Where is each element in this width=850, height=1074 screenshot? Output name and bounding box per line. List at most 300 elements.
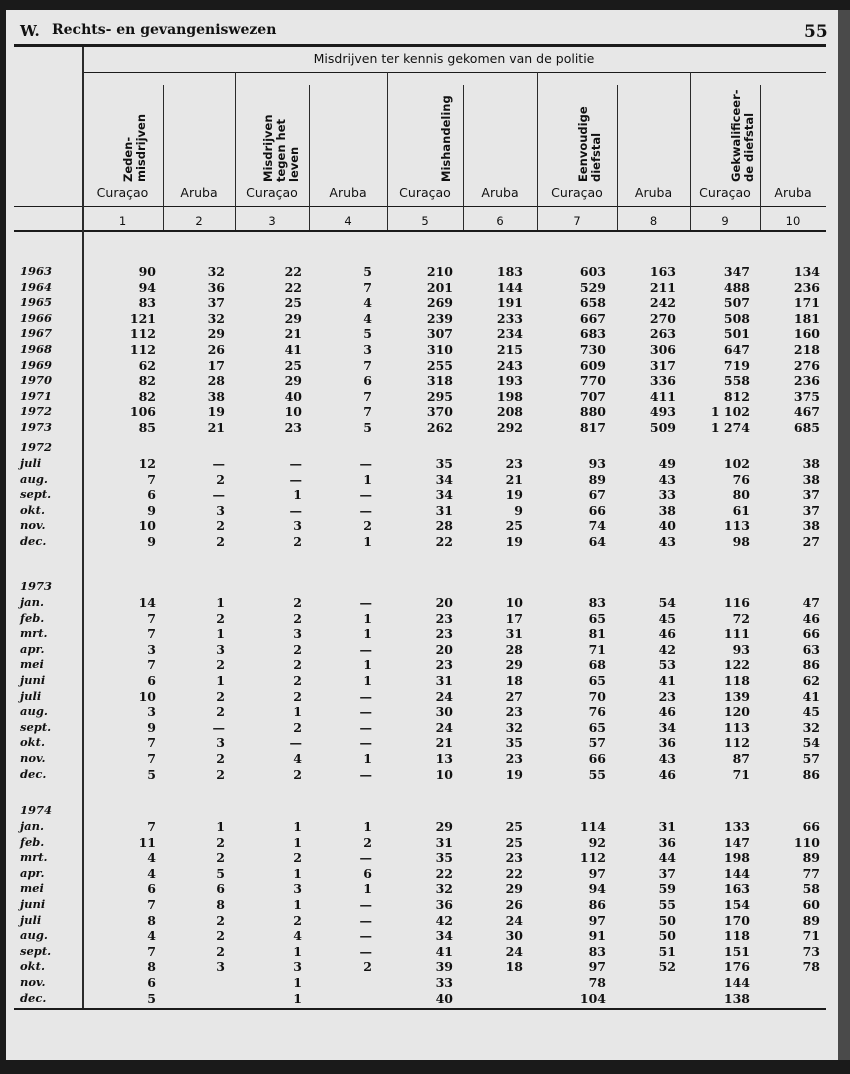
table-cell: 270: [649, 310, 676, 326]
table-cell: 19: [505, 533, 523, 549]
group-year-label: 1972: [20, 440, 53, 454]
table-cell: 78: [588, 974, 606, 990]
section-title: Rechts- en gevangeniswezen: [52, 22, 277, 38]
table-row: [6, 487, 838, 503]
table-cell: —: [359, 456, 372, 471]
table-cell: —: [212, 456, 225, 471]
table-cell: 5: [147, 766, 156, 782]
page-number: 55: [804, 22, 828, 42]
table-cell: 50: [658, 912, 676, 928]
table-cell: 6: [147, 672, 156, 688]
table-cell: 32: [802, 719, 820, 735]
table-cell: 78: [802, 959, 820, 975]
table-cell: 29: [435, 819, 453, 834]
table-cell: 3: [216, 502, 225, 518]
table-cell: 4: [293, 928, 302, 944]
territory-label: Aruba: [481, 185, 519, 200]
table-cell: 23: [505, 704, 523, 720]
table-row: [6, 642, 838, 658]
table-cell: 46: [658, 704, 676, 720]
table-cell: 234: [496, 326, 523, 342]
territory-label: Aruba: [774, 185, 812, 200]
table-cell: 113: [723, 518, 750, 534]
table-cell: 3: [216, 959, 225, 975]
table-cell: 2: [216, 704, 225, 720]
table-cell: 4: [147, 865, 156, 881]
table-cell: 120: [723, 704, 750, 720]
page-edge: [838, 10, 850, 1060]
row-label: apr.: [20, 865, 45, 880]
table-cell: 62: [802, 672, 820, 688]
row-label: 1963: [20, 264, 53, 278]
row-label: mrt.: [20, 850, 48, 865]
row-label: dec.: [20, 766, 47, 781]
table-cell: 683: [579, 326, 606, 342]
column-number: 6: [496, 214, 504, 228]
table-cell: 2: [293, 672, 302, 688]
table-cell: 34: [658, 719, 676, 735]
table-row: [6, 472, 838, 488]
table-cell: 1: [216, 672, 225, 688]
table-cell: 317: [649, 357, 676, 373]
table-cell: 28: [435, 518, 453, 534]
table-cell: 21: [284, 326, 302, 342]
table-cell: 83: [588, 943, 606, 959]
table-cell: 2: [363, 959, 372, 975]
table-cell: —: [212, 719, 225, 735]
table-cell: 57: [588, 735, 606, 751]
table-row: [6, 595, 838, 611]
table-cell: 46: [658, 626, 676, 642]
table-cell: 112: [129, 341, 156, 357]
table-cell: —: [359, 735, 372, 751]
table-cell: 30: [505, 928, 523, 944]
table-cell: 375: [793, 388, 820, 404]
super-header-rule: [82, 72, 826, 73]
table-cell: 26: [207, 341, 225, 357]
territory-label: Curaçao: [699, 185, 751, 200]
table-cell: 25: [505, 819, 523, 834]
table-cell: 2: [216, 943, 225, 959]
table-cell: 276: [793, 357, 820, 373]
row-label: 1967: [20, 326, 53, 341]
table-cell: 3: [293, 626, 302, 642]
table-cell: 37: [802, 502, 820, 518]
table-cell: 86: [802, 766, 820, 782]
table-cell: 154: [723, 896, 750, 912]
table-cell: 73: [802, 943, 820, 959]
table-cell: 508: [723, 310, 750, 326]
table-cell: 42: [435, 912, 453, 928]
table-cell: —: [359, 641, 372, 657]
table-cell: 44: [658, 850, 676, 866]
table-cell: 7: [147, 943, 156, 959]
table-cell: 38: [658, 502, 676, 518]
table-cell: 2: [293, 850, 302, 866]
row-label: aug.: [20, 471, 48, 486]
table-cell: 2: [293, 641, 302, 657]
table-cell: 8: [147, 959, 156, 975]
table-cell: 110: [793, 834, 820, 850]
table-cell: 1: [293, 896, 302, 912]
table-cell: 198: [723, 850, 750, 866]
table-cell: 170: [723, 912, 750, 928]
table-cell: 1: [293, 704, 302, 720]
table-cell: 2: [216, 518, 225, 534]
table-cell: 36: [658, 834, 676, 850]
table-cell: 34: [435, 928, 453, 944]
table-cell: 35: [505, 735, 523, 751]
table-cell: 67: [588, 487, 606, 503]
table-cell: 82: [138, 373, 156, 389]
table-cell: 65: [588, 672, 606, 688]
table-cell: 39: [435, 959, 453, 975]
table-cell: 62: [138, 357, 156, 373]
table-cell: 76: [732, 471, 750, 487]
table-row: [6, 689, 838, 705]
table-cell: 255: [426, 357, 453, 373]
table-cell: 7: [363, 404, 372, 420]
table-cell: 25: [505, 518, 523, 534]
table-cell: 32: [435, 881, 453, 897]
table-cell: 151: [723, 943, 750, 959]
months-1972: [6, 456, 838, 550]
table-cell: 31: [505, 626, 523, 642]
table-cell: 46: [802, 610, 820, 626]
table-cell: 1: [293, 974, 302, 990]
table-cell: 1: [363, 471, 372, 487]
row-label: 1964: [20, 279, 53, 294]
table-cell: 66: [588, 502, 606, 518]
table-cell: 14: [138, 595, 156, 610]
table-cell: 22: [505, 865, 523, 881]
table-cell: 18: [505, 672, 523, 688]
table-cell: 80: [732, 487, 750, 503]
table-cell: 54: [658, 595, 676, 610]
table-cell: —: [359, 943, 372, 959]
table-cell: 347: [723, 264, 750, 279]
table-cell: 23: [435, 610, 453, 626]
row-label: 1972: [20, 404, 53, 419]
table-cell: 35: [435, 850, 453, 866]
table-cell: 97: [588, 865, 606, 881]
table-cell: 37: [802, 487, 820, 503]
table-cell: 28: [505, 641, 523, 657]
row-label: jan.: [20, 595, 44, 609]
table-row: [6, 897, 838, 913]
table-cell: 77: [802, 865, 820, 881]
table-cell: 21: [435, 735, 453, 751]
table-cell: 411: [649, 388, 676, 404]
row-label: 1969: [20, 357, 53, 372]
table-cell: 4: [147, 850, 156, 866]
row-label: 1965: [20, 295, 53, 310]
column-number: 9: [721, 214, 729, 228]
table-cell: 236: [793, 279, 820, 295]
table-cell: 19: [207, 404, 225, 420]
row-label: okt.: [20, 502, 45, 517]
row-label: 1966: [20, 310, 53, 325]
table-cell: 72: [732, 610, 750, 626]
table-cell: 3: [293, 518, 302, 534]
table-cell: 93: [732, 641, 750, 657]
table-cell: 22: [435, 865, 453, 881]
table-cell: 2: [293, 912, 302, 928]
territory-divider: [760, 85, 761, 230]
table-cell: 90: [138, 264, 156, 279]
table-cell: 43: [658, 471, 676, 487]
table-cell: 770: [579, 373, 606, 389]
row-label: dec.: [20, 533, 47, 548]
table-cell: 817: [579, 419, 606, 435]
table-row: [6, 944, 838, 960]
row-label: okt.: [20, 959, 45, 974]
table-cell: 87: [732, 750, 750, 766]
table-cell: 59: [658, 881, 676, 897]
table-cell: 501: [723, 326, 750, 342]
table-cell: 83: [138, 295, 156, 311]
table-cell: 1: [293, 834, 302, 850]
row-label: nov.: [20, 750, 46, 765]
territory-divider: [463, 85, 464, 230]
table-cell: 163: [723, 881, 750, 897]
table-cell: 34: [435, 471, 453, 487]
table-row: [6, 404, 838, 420]
row-label: juni: [20, 896, 46, 911]
table-cell: 3: [293, 881, 302, 897]
row-label: 1973: [20, 419, 53, 434]
category-divider: [235, 72, 236, 230]
table-cell: 121: [129, 310, 156, 326]
table-row: [6, 373, 838, 389]
table-cell: 41: [658, 672, 676, 688]
table-cell: —: [359, 850, 372, 866]
table-row: [6, 456, 838, 472]
table-cell: 8: [216, 896, 225, 912]
table-cell: 51: [658, 943, 676, 959]
table-row: [6, 295, 838, 311]
table-cell: 71: [802, 928, 820, 944]
territory-label: Curaçao: [399, 185, 451, 200]
table-cell: 26: [505, 896, 523, 912]
table-cell: 92: [588, 834, 606, 850]
table-cell: 1: [363, 672, 372, 688]
row-label: apr.: [20, 641, 45, 656]
table-cell: 2: [216, 928, 225, 944]
table-cell: 30: [435, 704, 453, 720]
table-cell: 68: [588, 657, 606, 673]
table-cell: 7: [147, 750, 156, 766]
table-cell: 55: [658, 896, 676, 912]
row-label: mei: [20, 657, 44, 672]
table-cell: 89: [588, 471, 606, 487]
table-cell: 19: [505, 766, 523, 782]
table-cell: —: [359, 487, 372, 503]
years: [6, 264, 838, 436]
table-cell: —: [359, 688, 372, 704]
territory-label: Aruba: [634, 185, 673, 200]
table-cell: 1: [363, 819, 372, 834]
table-cell: 1: [363, 610, 372, 626]
row-label: aug.: [20, 704, 48, 719]
table-cell: 118: [723, 928, 750, 944]
table-cell: 43: [658, 533, 676, 549]
table-cell: 49: [658, 456, 676, 471]
table-cell: 211: [649, 279, 676, 295]
row-label: juni: [20, 672, 46, 687]
table-cell: 370: [426, 404, 453, 420]
table-cell: 2: [216, 750, 225, 766]
row-label: aug.: [20, 928, 48, 943]
table-cell: 93: [588, 456, 606, 471]
table-cell: 37: [658, 865, 676, 881]
table-cell: 17: [505, 610, 523, 626]
table-cell: 33: [435, 974, 453, 990]
row-label: feb.: [20, 610, 45, 625]
table-cell: 685: [793, 419, 820, 435]
table-cell: 1: [363, 881, 372, 897]
table-cell: 2: [293, 595, 302, 610]
row-label: sept.: [20, 487, 52, 502]
table-cell: 529: [579, 279, 606, 295]
table-cell: 1: [363, 657, 372, 673]
table-cell: 3: [147, 704, 156, 720]
table-cell: 467: [793, 404, 820, 420]
table-cell: 112: [579, 850, 606, 866]
table-cell: 1 274: [710, 419, 750, 435]
table-cell: —: [359, 595, 372, 610]
column-number: 2: [195, 214, 203, 228]
row-label: sept.: [20, 943, 52, 958]
table-cell: 6: [363, 865, 372, 881]
numbers-rule: [14, 230, 826, 232]
group-year-label: 1973: [20, 579, 53, 593]
table-cell: 102: [723, 456, 750, 471]
table-cell: 97: [588, 959, 606, 975]
table-cell: 25: [505, 834, 523, 850]
column-number: 4: [344, 214, 352, 228]
table-cell: —: [359, 928, 372, 944]
table-cell: —: [359, 704, 372, 720]
table-cell: 3: [293, 959, 302, 975]
table-cell: 104: [579, 990, 606, 1006]
table-cell: 66: [802, 626, 820, 642]
table-cell: 144: [723, 974, 750, 990]
table-cell: 730: [579, 341, 606, 357]
table-cell: 707: [579, 388, 606, 404]
table-row: [6, 959, 838, 975]
table-cell: 94: [588, 881, 606, 897]
table-cell: 658: [579, 295, 606, 311]
table-cell: 32: [505, 719, 523, 735]
table-cell: 609: [579, 357, 606, 373]
table-cell: 163: [649, 264, 676, 279]
table-cell: 1: [293, 943, 302, 959]
table-cell: 23: [435, 657, 453, 673]
table-cell: 71: [588, 641, 606, 657]
table-cell: 2: [293, 657, 302, 673]
table-cell: 507: [723, 295, 750, 311]
table-cell: 2: [216, 834, 225, 850]
months-1974: [6, 819, 838, 1006]
table-cell: 719: [723, 357, 750, 373]
table-cell: 4: [293, 750, 302, 766]
table-cell: 38: [802, 456, 820, 471]
table-row: [6, 280, 838, 296]
table-cell: 86: [588, 896, 606, 912]
table-row: [6, 735, 838, 751]
table-cell: 32: [207, 264, 225, 279]
territory-divider: [163, 85, 164, 230]
table-cell: 7: [147, 657, 156, 673]
table-cell: 7: [147, 819, 156, 834]
table-row: [6, 534, 838, 550]
table-cell: 236: [793, 373, 820, 389]
table-cell: 83: [588, 595, 606, 610]
table-cell: 1: [293, 990, 302, 1006]
table-cell: 133: [723, 819, 750, 834]
table-cell: 6: [147, 881, 156, 897]
table-cell: 98: [732, 533, 750, 549]
header-rule: [14, 206, 826, 207]
table-cell: 113: [723, 719, 750, 735]
table-cell: 5: [363, 419, 372, 435]
table-cell: 21: [505, 471, 523, 487]
table-cell: 198: [496, 388, 523, 404]
table-cell: 122: [723, 657, 750, 673]
table-cell: 38: [802, 471, 820, 487]
table-cell: 7: [147, 735, 156, 751]
table-cell: 2: [293, 719, 302, 735]
table-row: [6, 751, 838, 767]
table-cell: 45: [802, 704, 820, 720]
table-cell: 147: [723, 834, 750, 850]
table-cell: 106: [129, 404, 156, 420]
table-row: [6, 673, 838, 689]
table-cell: 9: [514, 502, 523, 518]
table-cell: 25: [284, 295, 302, 311]
bottom-rule: [14, 1008, 826, 1010]
table-cell: 7: [363, 388, 372, 404]
table-cell: 1: [216, 626, 225, 642]
table-cell: 85: [138, 419, 156, 435]
table-cell: 880: [579, 404, 606, 420]
table-cell: 46: [658, 766, 676, 782]
table-row: [6, 518, 838, 534]
table-row: [6, 913, 838, 929]
column-number: 7: [573, 214, 581, 228]
column-number: 8: [649, 214, 658, 228]
table-cell: 2: [363, 834, 372, 850]
table-cell: 1: [216, 819, 225, 834]
table-cell: 10: [138, 518, 156, 534]
row-label: sept.: [20, 719, 52, 734]
table-cell: 3: [363, 341, 372, 357]
territory-label: Curaçao: [551, 185, 603, 200]
table-cell: 22: [284, 264, 302, 279]
table-row: [6, 720, 838, 736]
table-cell: 181: [793, 310, 820, 326]
category-divider: [387, 72, 388, 230]
table-cell: 2: [363, 518, 372, 534]
table-cell: 52: [658, 959, 676, 975]
table-cell: 41: [802, 688, 820, 704]
table-cell: 12: [138, 456, 156, 471]
table-cell: 3: [216, 641, 225, 657]
table-cell: 262: [426, 419, 453, 435]
table-cell: 86: [802, 657, 820, 673]
table-cell: —: [289, 502, 302, 518]
